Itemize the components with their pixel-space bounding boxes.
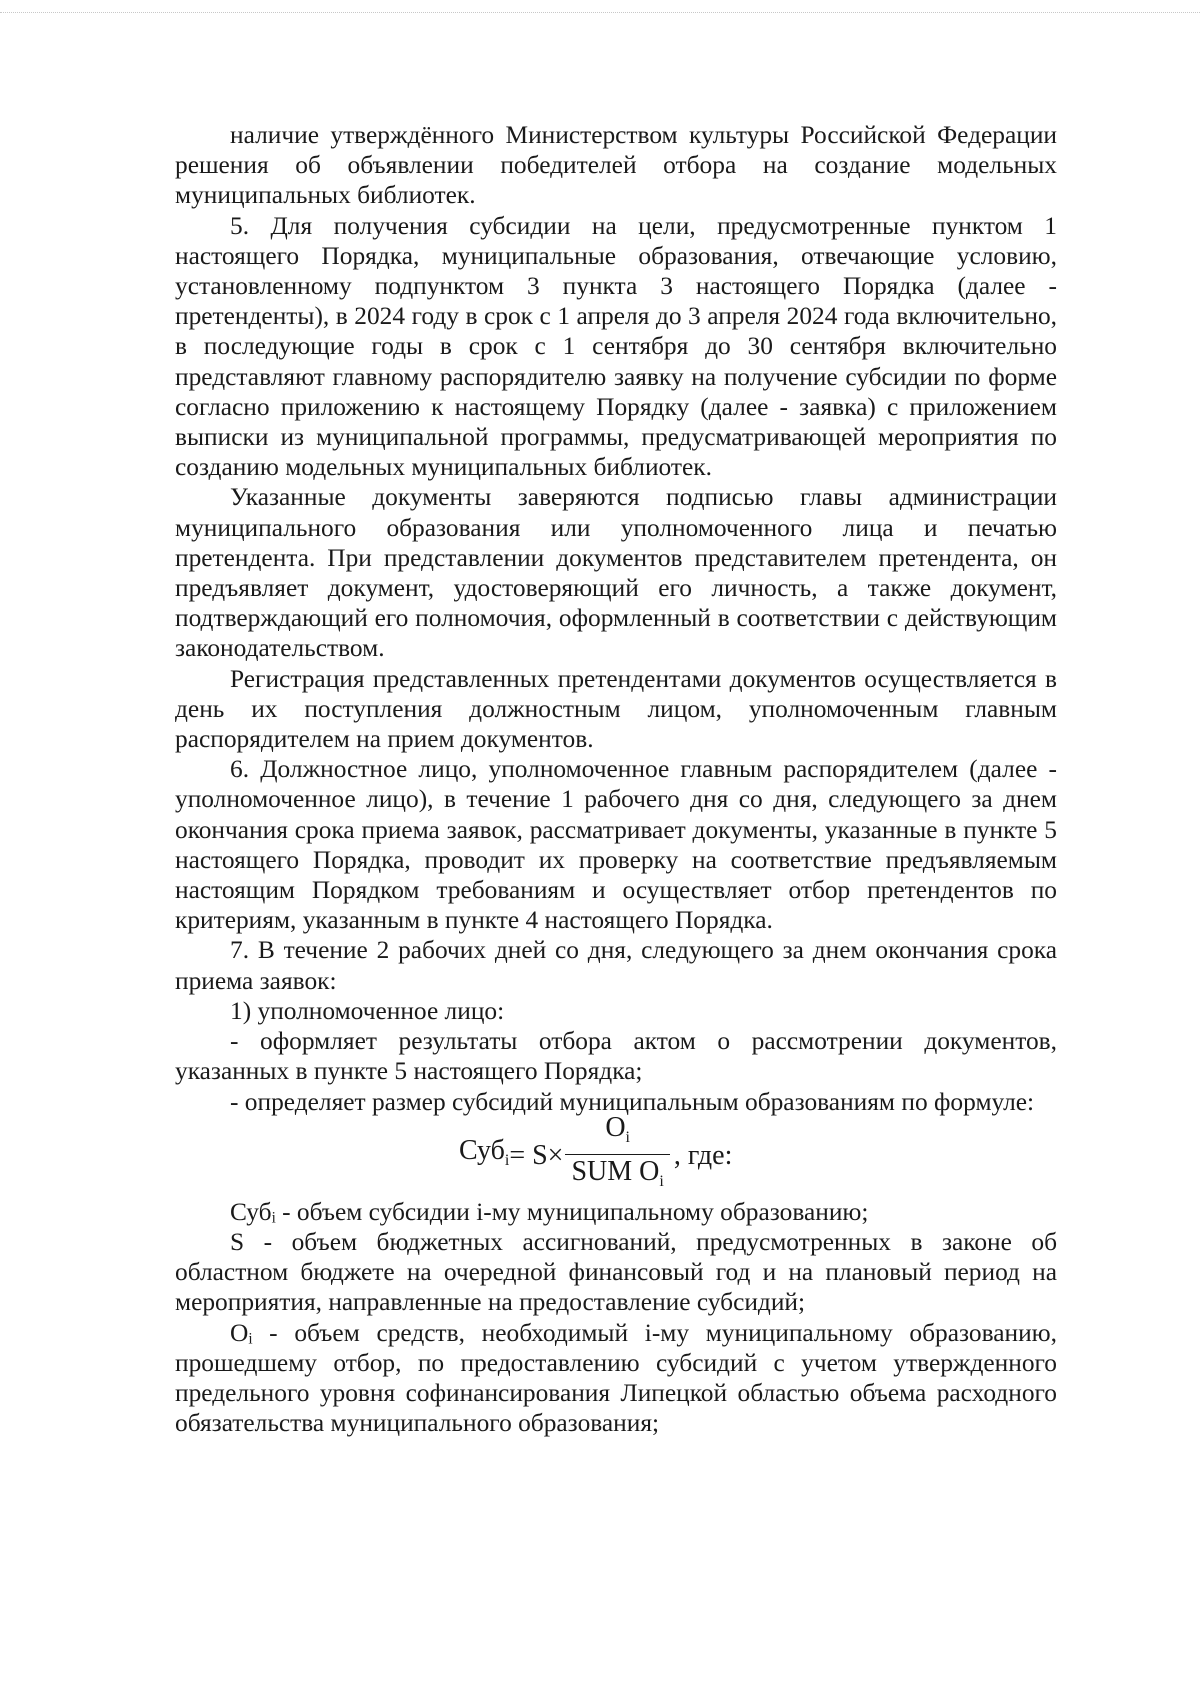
- paragraph-def-s: S - объем бюджетных ассигнований, предусмотренных в законе об областном бюджете на очередной финансовый год и на плановый период на мероприятия, направленные на предоставление субсидий;: [175, 1227, 1057, 1317]
- paragraph-item-6: 6. Должностное лицо, уполномоченное главным распорядителем (далее - уполномоченное лицо), в течение 1 рабочего дня со дня, следующего за днем окончания срока приема заявок, рассматривает документы, указанные в пункте 5 настоящего Порядка, проводит их проверку на соответствие предъявляемым настоящим Порядком требованиям и осуществляет отбор претендентов по критериям, указанным в пункте 4 настоящего Порядка.: [175, 755, 1057, 935]
- paragraph-item-7: 7. В течение 2 рабочих дней со дня, следующего за днем окончания срока приема заявок:: [175, 936, 1057, 995]
- document-body: [175, 120, 1057, 1438]
- paragraph-item-5: 5. Для получения субсидии на цели, предусмотренные пунктом 1 настоящего Порядка, муниципальные образования, отвечающие условию, установленному подпунктом 3 пункта 3 настоящего Порядка (далее - претенденты), в 2024 году в срок с 1 апреля до 3 апреля 2024 года включительно, в последующие годы в срок с 1 сентября до 30 сентября включительно представляют главному распорядителю заявку на получение субсидии по форме согласно приложению к настоящему Порядку (далее - заявка) с приложением выписки из муниципальной программы, предусматривающей мероприятия по созданию модельных муниципальных библиотек.: [175, 211, 1057, 482]
- formula-multiplier: = S×: [509, 1139, 564, 1171]
- formula-tail: , где:: [673, 1139, 733, 1171]
- paragraph-def-sub-i: Субᵢ - объем субсидии i-му муниципальному образованию;: [230, 1197, 869, 1226]
- scan-edge-line: [0, 12, 1200, 13]
- paragraph-library-selection-decision: наличие утверждённого Министерством культуры Российской Федерации решения об объявлении победителей отбора на создание модельных муниципальных библиотек.: [175, 121, 1057, 210]
- formula-lhs: Суб$_i$: [459, 1134, 510, 1169]
- paragraph-subitem-1: 1) уполномоченное лицо:: [230, 996, 505, 1025]
- paragraph-document-registration: Регистрация представленных претендентами документов осуществляется в день их поступления должностным лицом, уполномоченным главным распорядителем на прием документов.: [175, 664, 1057, 754]
- paragraph-act-of-review: - оформляет результаты отбора актом о рассмотрении документов, указанных в пункте 5 настоящего Порядка;: [175, 1027, 1057, 1086]
- formula-fraction: [565, 1112, 669, 1199]
- paragraph-subsidy-size: - определяет размер субсидий муниципальным образованиям по формуле:: [230, 1087, 1035, 1116]
- paragraph-def-o-i: Oᵢ - объем средств, необходимый i-му муниципальному образованию, прошедшему отбор, по предоставлению субсидий с учетом утвержденного предельного уровня софинансирования Липецкой областью объема расходного обязательства муниципального образования;: [175, 1318, 1057, 1438]
- formula-numerator: $O_i$: [605, 1112, 630, 1147]
- paragraph-document-certification: Указанные документы заверяются подписью главы администрации муниципального образования или уполномоченного лица и печатью претендента. При представлении документов представителем претендента, он предъявляет документ, удостоверяющий его личность, а также документ, подтверждающий его полномочия, оформленный в соответствии с действующим законодательством.: [175, 483, 1057, 663]
- subsidy-formula: [175, 1112, 1057, 1193]
- formula-denominator: SUM $O_i$: [565, 1154, 669, 1199]
